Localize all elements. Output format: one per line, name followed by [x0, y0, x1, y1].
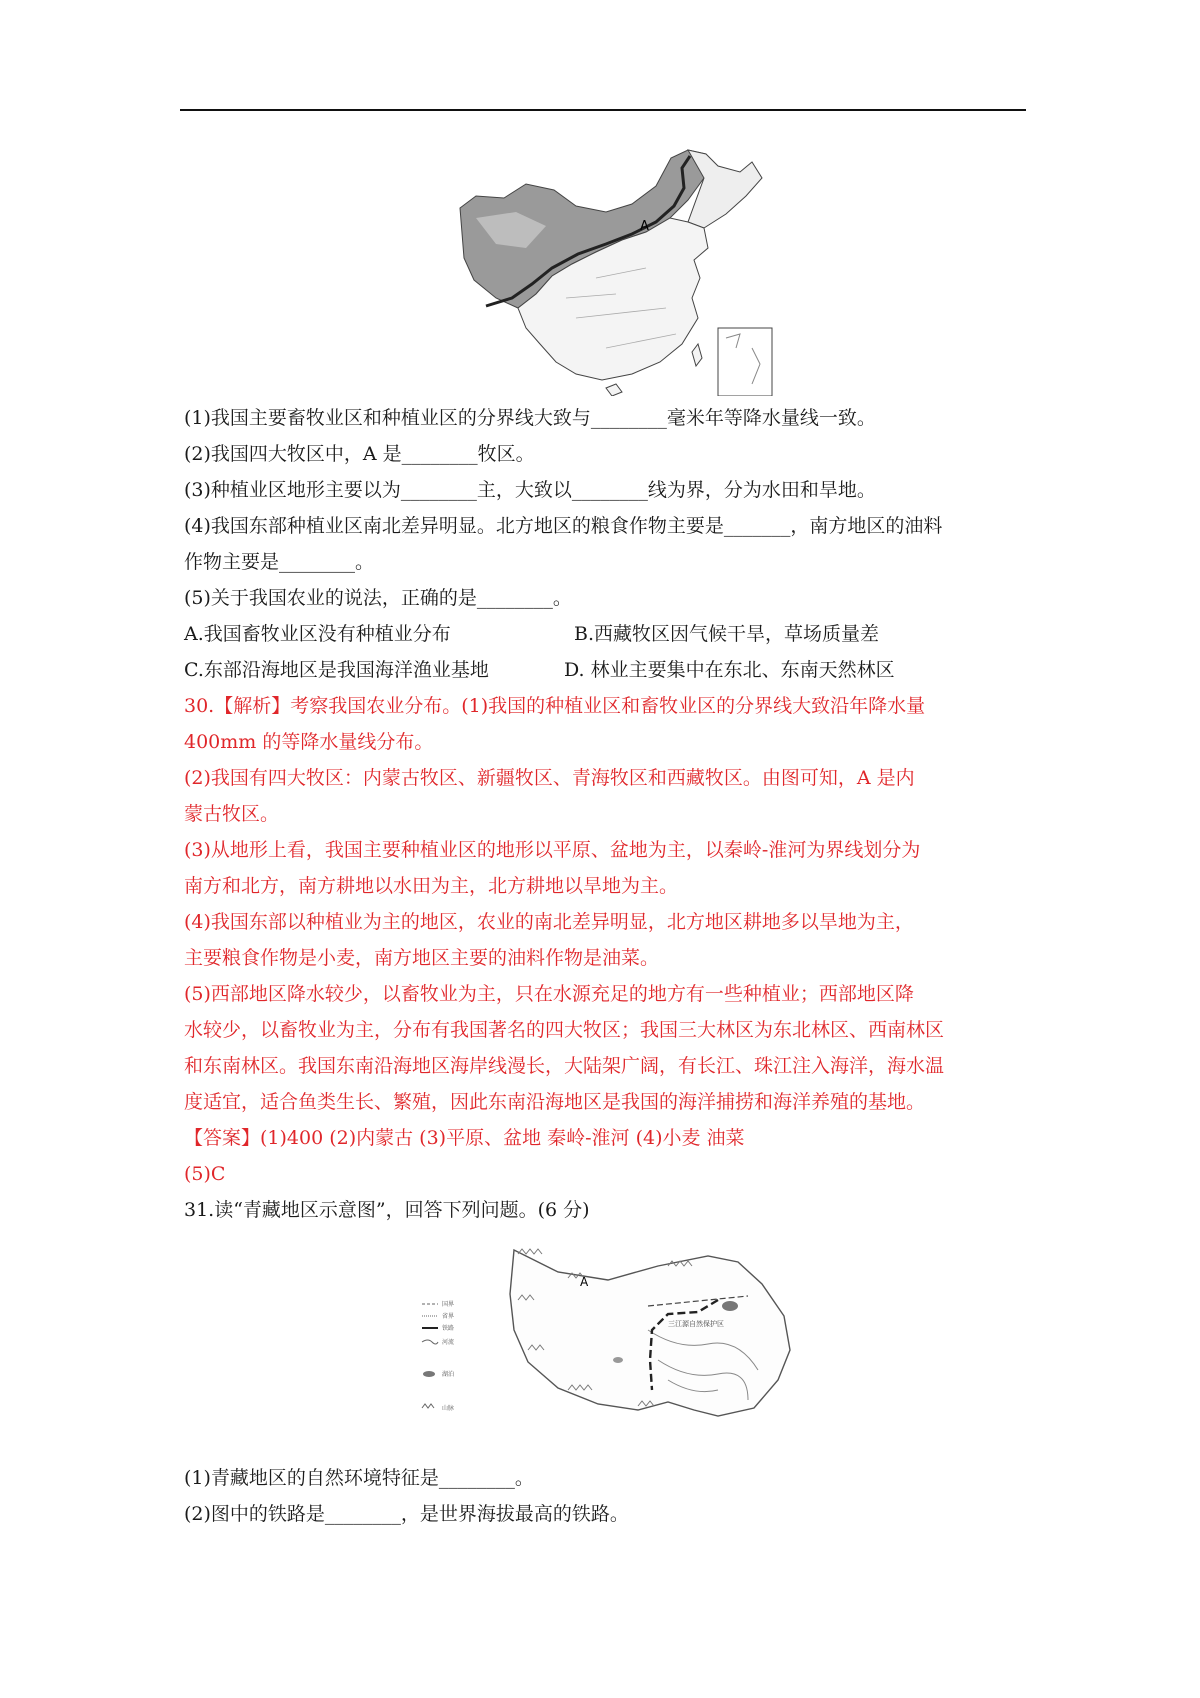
header-rule — [180, 109, 1026, 111]
map-legend — [422, 1300, 454, 1412]
map-label-a: A — [580, 1275, 589, 1289]
q31-sub1: (1)青藏地区的自然环境特征是________。 — [184, 1467, 534, 1489]
q30-answer-line2: (5)C — [184, 1163, 226, 1185]
q30-analysis-line: 蒙古牧区。 — [184, 803, 280, 825]
q30-analysis-line: 水较少，以畜牧业为主，分布有我国著名的四大牧区；我国三大林区为东北林区、西南林区 — [184, 1019, 945, 1041]
q30-analysis-line: (5)西部地区降水较少，以畜牧业为主，只在水源充足的地方有一些种植业；西部地区降 — [184, 983, 914, 1005]
q30-option-c: C.东部沿海地区是我国海洋渔业基地 — [184, 659, 489, 681]
q30-analysis-line: 南方和北方，南方耕地以水田为主，北方耕地以旱地为主。 — [184, 875, 679, 897]
q30-analysis-line: (4)我国东部以种植业为主的地区，农业的南北差异明显，北方地区耕地多以旱地为主， — [184, 911, 914, 933]
legend-label: 省界 — [442, 1313, 455, 1320]
q30-sub4-line1: (4)我国东部种植业区南北差异明显。北方地区的粮食作物主要是_______，南方地区的油料 — [184, 515, 943, 537]
legend-label: 湖泊 — [442, 1371, 455, 1378]
q30-option-a: A.我国畜牧业区没有种植业分布 — [184, 623, 451, 645]
q30-sub2: (2)我国四大牧区中，A 是________牧区。 — [184, 443, 535, 465]
q31-sub2: (2)图中的铁路是________，是世界海拔最高的铁路。 — [184, 1503, 629, 1525]
map-region-label: 三江源自然保护区 — [668, 1320, 724, 1328]
legend-label: 山脉 — [442, 1405, 455, 1412]
china-agriculture-map — [456, 148, 776, 396]
q30-sub3: (3)种植业区地形主要以为________主，大致以________线为界，分为水田和旱地。 — [184, 479, 876, 501]
q30-analysis-line: 和东南林区。我国东南沿海地区海岸线漫长，大陆架广阔，有长江、珠江注入海洋，海水温 — [184, 1055, 945, 1077]
q30-option-d: D. 林业主要集中在东北、东南天然林区 — [564, 659, 895, 681]
q30-option-b: B.西藏牧区因气候干旱，草场质量差 — [574, 623, 880, 645]
q30-analysis-line: 30.【解析】考察我国农业分布。(1)我国的种植业区和畜牧业区的分界线大致沿年降水量 — [184, 695, 926, 717]
q30-analysis-line: (3)从地形上看，我国主要种植业区的地形以平原、盆地为主，以秦岭-淮河为界线划分为 — [184, 839, 921, 861]
legend-label: 国界 — [442, 1301, 455, 1308]
q30-answer-line1: 【答案】(1)400 (2)内蒙古 (3)平原、盆地 秦岭-淮河 (4)小麦 油菜 — [184, 1127, 745, 1149]
q30-analysis-line: 度适宜，适合鱼类生长、繁殖，因此东南沿海地区是我国的海洋捕捞和海洋养殖的基地。 — [184, 1091, 926, 1113]
legend-label: 铁路 — [442, 1325, 455, 1332]
map-label-a: A — [640, 219, 649, 234]
q30-sub1: (1)我国主要畜牧业区和种植业区的分界线大致与________毫米年等降水量线一致。 — [184, 407, 876, 429]
q30-sub5: (5)关于我国农业的说法，正确的是________。 — [184, 587, 572, 609]
qinghai-tibet-map — [418, 1240, 798, 1424]
q30-sub4-line2: 作物主要是________。 — [184, 551, 375, 573]
q30-analysis-line: 400mm 的等降水量线分布。 — [184, 731, 434, 753]
q31-title: 31.读“青藏地区示意图”，回答下列问题。(6 分) — [184, 1199, 590, 1221]
region-outline — [510, 1250, 790, 1416]
q30-analysis-line: 主要粮食作物是小麦，南方地区主要的油料作物是油菜。 — [184, 947, 660, 969]
q30-analysis-line: (2)我国有四大牧区：内蒙古牧区、新疆牧区、青海牧区和西藏牧区。由图可知，A 是内 — [184, 767, 915, 789]
legend-label: 河流 — [442, 1339, 455, 1346]
